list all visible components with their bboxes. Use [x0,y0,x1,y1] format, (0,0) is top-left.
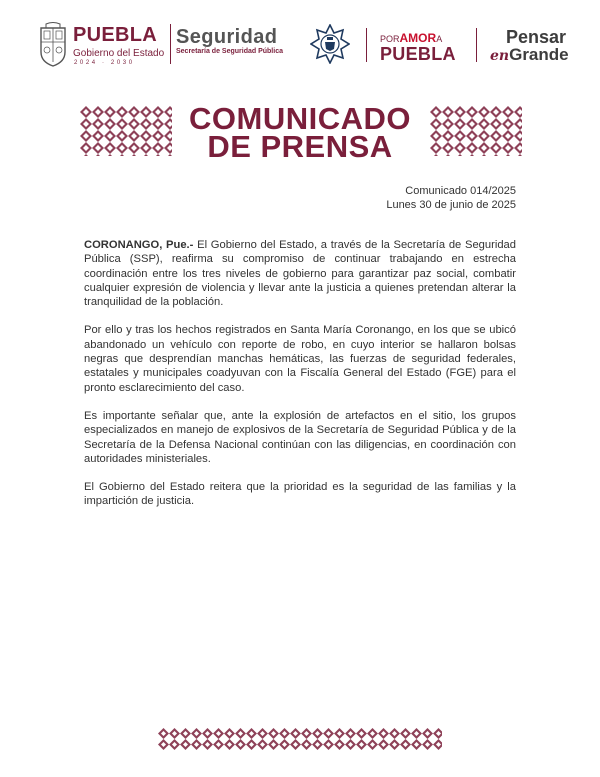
footer-decorative-pattern-icon [158,728,442,750]
paragraph-4: El Gobierno del Estado reitera que la prioridad es la seguridad de las familias y la impartición de justicia. [84,481,516,508]
paragraph-1 [84,238,516,309]
state-crest-icon [38,22,68,68]
logo-divider [366,28,367,62]
paragraph-2: Por ello y tras los hechos registrados en Santa María Coronango, en los que se ubicó abandonado un vehículo con reporte de robo, en cuyo interior se hallaron bolsas negras que desprendían manchas hemáticas, las fuerzas de seguridad federales, estatales y municipales coadyuvan con la Fiscalía General del Estado (FGE) para el pronto esclarecimiento del caso. [84,324,516,394]
por-amor-accent: AMOR [399,31,437,45]
press-release-body [84,238,516,523]
seguridad-logo-name: Seguridad [176,26,278,48]
logo-divider [476,28,477,62]
por-amor-bottom-line: PUEBLA [380,44,456,64]
pensar-en: en [490,48,510,64]
seguridad-logo-subtitle: Secretaría de Seguridad Pública [176,48,283,55]
pensar-en-grande-logo [490,28,570,65]
por-amor-a-puebla-logo [380,32,465,63]
puebla-logo-years: 2024 · 2030 [74,60,135,66]
puebla-government-logo [38,22,168,78]
title-band [0,98,600,168]
page-title-line2: DE PRENSA [207,129,393,164]
por-amor-prefix: POR [380,34,400,44]
communique-number: Comunicado 014/2025 [405,185,516,197]
logo-divider [170,24,171,64]
pensar-top-line: Pensar [506,27,567,47]
puebla-logo-subtitle: Gobierno del Estado [73,48,165,59]
pensar-grande: Grande [509,45,569,64]
paragraph-3: Es importante señalar que, ante la explosión de artefactos en el sitio, los grupos especializados en manejo de explosivos de la Secretaría de Seguridad Pública y de la Secretaría de la Defensa Nacional continúan con las diligencias, en coordinación con autoridades ministeriales. [84,409,516,465]
puebla-logo-name: PUEBLA [73,24,158,46]
paragraph-1-text: El Gobierno del Estado, a través de la Secretaría de Seguridad Pública (SSP), reafirma su compromiso de continuar trabajando en estrecha coordinación entre los tres niveles de gobierno para garantizar paz social, combatir cualquier expresión de violencia y llevar ante la justicia a quienes pretendan alterar la tranquilidad de la población. [84,239,516,309]
pensar-bottom-line [490,46,570,65]
dateline: CORONANGO, Pue.- [84,239,194,251]
communique-meta [386,184,516,212]
page-title-line1: COMUNICADO [189,101,411,136]
communique-date: Lunes 30 de junio de 2025 [386,199,516,211]
por-amor-suffix: A [436,34,443,44]
seguridad-logo [176,26,296,55]
police-star-badge-icon [310,24,350,64]
header-logos [38,18,569,78]
